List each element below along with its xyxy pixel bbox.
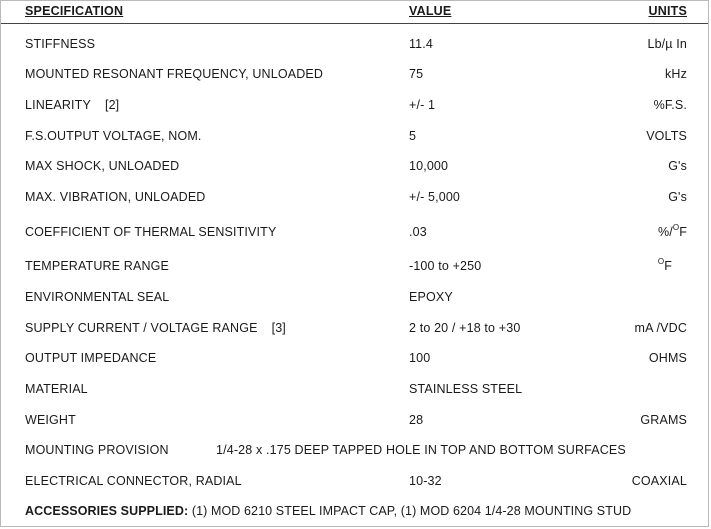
spec-value: 10,000 (409, 159, 449, 173)
spec-label-group (25, 98, 119, 112)
spec-units: VOLTS (646, 129, 687, 143)
spec-value: 10-32 (409, 474, 442, 488)
header-units: UNITS (648, 4, 687, 18)
spec-label-group (25, 321, 286, 335)
accessories-label: ACCESSORIES SUPPLIED: (25, 504, 189, 518)
spec-label: ELECTRICAL CONNECTOR, RADIAL (25, 474, 242, 488)
spec-value: 2 to 20 / +18 to +30 (409, 321, 521, 335)
spec-units: Lb/µ In (647, 37, 687, 51)
spec-units: GRAMS (640, 413, 687, 427)
spec-value: EPOXY (409, 290, 453, 304)
header-value: VALUE (409, 4, 452, 18)
spec-label: OUTPUT IMPEDANCE (25, 351, 157, 365)
units-suffix: F (679, 225, 687, 239)
spec-label: F.S.OUTPUT VOLTAGE, NOM. (25, 129, 202, 143)
spec-value: 5 (409, 129, 417, 143)
row-linearity (1, 98, 708, 118)
spec-value: 28 (409, 413, 424, 427)
spec-units: mA /VDC (634, 321, 687, 335)
row-material (1, 382, 708, 402)
row-supply-current (1, 321, 708, 341)
degree-symbol: O (657, 256, 665, 266)
spec-units (657, 256, 672, 273)
degree-symbol: O (672, 222, 680, 232)
spec-units: G's (668, 159, 687, 173)
row-output-impedance (1, 351, 708, 371)
spec-label: LINEARITY (25, 98, 91, 112)
spec-units: COAXIAL (631, 474, 687, 488)
spec-units: kHz (665, 67, 687, 81)
spec-value: +/- 1 (409, 98, 436, 112)
spec-label: STIFFNESS (25, 37, 96, 51)
spec-label: WEIGHT (25, 413, 76, 427)
row-stiffness (1, 37, 708, 57)
row-max-vibration (1, 190, 708, 210)
row-temperature-range (1, 256, 708, 279)
spec-value: -100 to +250 (409, 259, 482, 273)
row-max-shock (1, 159, 708, 179)
units-suffix: F (664, 259, 672, 273)
spec-value: 1/4-28 x .175 DEEP TAPPED HOLE IN TOP AND BOTTOM SURFACES (216, 443, 626, 457)
accessories-supplied (25, 504, 631, 518)
spec-value: 100 (409, 351, 431, 365)
spec-units: G's (668, 190, 687, 204)
spec-label: MAX. VIBRATION, UNLOADED (25, 190, 206, 204)
header-specification: SPECIFICATION (25, 4, 124, 18)
spec-label: MAX SHOCK, UNLOADED (25, 159, 180, 173)
table-header (1, 1, 708, 24)
spec-units (657, 222, 687, 239)
spec-units: OHMS (648, 351, 687, 365)
spec-value: .03 (409, 225, 427, 239)
units-prefix: %/ (657, 225, 673, 239)
row-weight (1, 413, 708, 433)
accessories-text: (1) MOD 6210 STEEL IMPACT CAP, (1) MOD 6204 1/4-28 MOUNTING STUD (188, 504, 632, 518)
row-output-voltage (1, 129, 708, 149)
spec-value: 75 (409, 67, 424, 81)
spec-value: 11.4 (409, 37, 434, 51)
spec-label: COEFFICIENT OF THERMAL SENSITIVITY (25, 225, 277, 239)
footnote-ref: [3] (271, 321, 286, 335)
spec-label: MOUNTING PROVISION (25, 443, 169, 457)
footnote-ref: [2] (104, 98, 120, 112)
row-environmental-seal (1, 290, 708, 310)
spec-value: +/- 5,000 (409, 190, 461, 204)
spec-label: ENVIRONMENTAL SEAL (25, 290, 170, 304)
spec-label: SUPPLY CURRENT / VOLTAGE RANGE (25, 321, 258, 335)
spec-units: %F.S. (653, 98, 687, 112)
spec-value: STAINLESS STEEL (409, 382, 523, 396)
row-mounting-provision (1, 443, 708, 463)
row-electrical-connector (1, 474, 708, 494)
spec-label: MATERIAL (25, 382, 88, 396)
spec-label: TEMPERATURE RANGE (25, 259, 169, 273)
row-thermal-sensitivity (1, 222, 708, 245)
spec-label: MOUNTED RESONANT FREQUENCY, UNLOADED (25, 67, 324, 81)
row-resonant-frequency (1, 67, 708, 87)
